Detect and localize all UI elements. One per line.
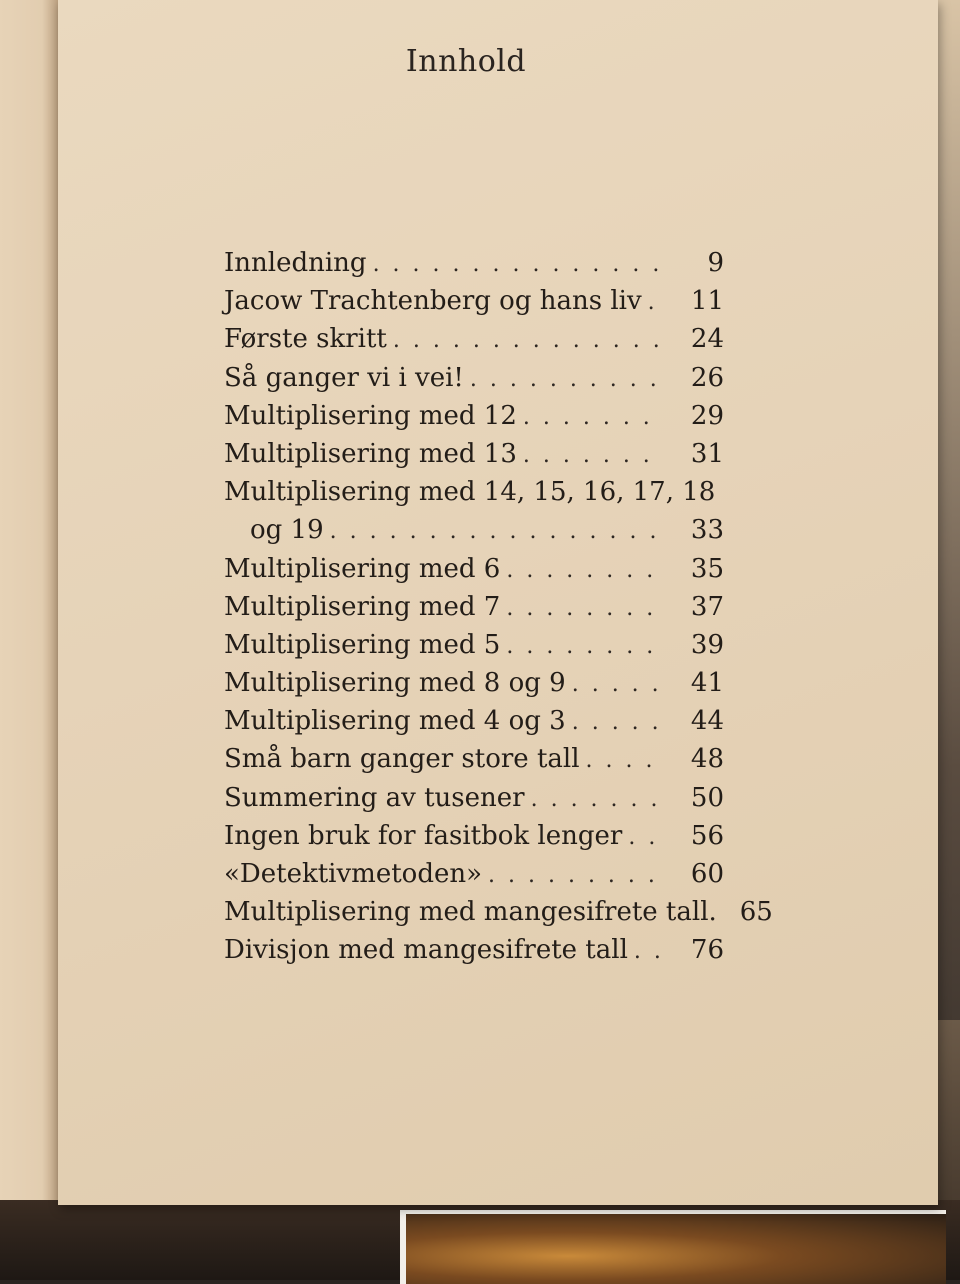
dot-leader <box>648 290 660 315</box>
toc-entry-title: Summering av tusener <box>224 782 525 813</box>
dot-leader <box>634 939 660 964</box>
dot-leader <box>393 328 660 353</box>
book-page <box>58 0 938 1205</box>
toc-page-number: 33 <box>690 515 724 546</box>
toc-page-number: 44 <box>690 706 724 737</box>
background-photo <box>400 1210 946 1284</box>
toc-page-number: 11 <box>690 286 724 317</box>
page-title: Innhold <box>405 44 527 79</box>
dot-leader <box>488 863 660 888</box>
toc-page-number: 76 <box>690 935 724 966</box>
toc-page-number: 35 <box>690 553 724 584</box>
toc-page-number: 9 <box>707 248 724 278</box>
toc-entry-title: Multiplisering med 8 og 9 <box>224 668 566 699</box>
dot-leader <box>572 710 660 735</box>
toc-entry <box>224 248 724 286</box>
toc-entry <box>224 324 724 362</box>
dot-leader <box>470 367 660 392</box>
toc-entry-continuation <box>224 515 724 553</box>
toc-entry-title: Jacow Trachtenberg og hans liv <box>224 286 642 317</box>
toc-entry <box>224 897 773 935</box>
dot-leader <box>506 634 660 659</box>
toc-entry <box>224 783 724 821</box>
toc-page-number: 24 <box>690 324 724 355</box>
toc-entry-title: Multiplisering med 6 <box>224 553 501 584</box>
toc-page-number: 56 <box>690 820 724 851</box>
dot-leader <box>373 252 660 277</box>
toc-page-number: 31 <box>690 438 724 469</box>
toc-entry-title: Multiplisering med 13 <box>224 438 517 469</box>
toc-entry-title: Multiplisering med 4 og 3 <box>224 706 566 737</box>
toc-entry <box>224 439 724 477</box>
toc-page-number: 37 <box>690 591 724 622</box>
toc-entry-title: Multiplisering med 14, 15, 16, 17, 18 <box>224 477 716 508</box>
toc-entry <box>224 935 724 973</box>
toc-entry-title: Multiplisering med 5 <box>224 629 501 660</box>
dot-leader <box>572 672 660 697</box>
toc-entry <box>224 668 724 706</box>
toc-entry <box>224 630 724 668</box>
toc-entry <box>224 859 724 897</box>
toc-entry <box>224 744 724 782</box>
toc-page-number: 50 <box>690 782 724 813</box>
toc-entry <box>224 821 724 859</box>
toc-entry-title: «Detektivmetoden» <box>224 859 483 889</box>
toc-entry-title: Små barn ganger store tall <box>224 744 580 775</box>
toc-page-number: 29 <box>690 400 724 431</box>
toc-page-number: 26 <box>690 362 724 393</box>
toc-page-number: 60 <box>690 859 724 889</box>
dot-leader <box>523 443 660 468</box>
toc-entry-title: Divisjon med mangesifrete tall <box>224 935 628 966</box>
toc-entry-title: Første skritt <box>224 324 387 355</box>
dot-leader <box>531 787 660 812</box>
toc-entry <box>224 286 724 324</box>
toc-entry-title: Innledning <box>224 248 367 278</box>
toc-entry-title: Multiplisering med 12 <box>224 400 517 431</box>
book-cover-edge <box>0 0 60 1280</box>
toc-page-number: 41 <box>690 668 724 699</box>
table-of-contents <box>224 248 773 974</box>
toc-entry <box>224 554 724 592</box>
toc-entry <box>224 363 724 401</box>
toc-page-number: 65 <box>739 897 773 928</box>
dot-leader <box>586 748 660 773</box>
toc-entry <box>224 477 724 515</box>
toc-entry <box>224 592 724 630</box>
toc-entry <box>224 401 724 439</box>
toc-entry-title: Multiplisering med 7 <box>224 591 501 622</box>
toc-entry-title: Multiplisering med mangesifrete tall. <box>224 897 717 928</box>
toc-entry-title: Ingen bruk for fasitbok lenger <box>224 820 623 851</box>
toc-entry-title: og 19 <box>250 515 324 546</box>
toc-page-number: 48 <box>690 744 724 775</box>
dot-leader <box>628 825 660 850</box>
dot-leader <box>506 596 660 621</box>
dot-leader <box>330 519 660 544</box>
toc-page-number: 39 <box>690 629 724 660</box>
toc-entry-title: Så ganger vi i vei! <box>224 362 464 393</box>
toc-entry <box>224 706 724 744</box>
dot-leader <box>523 405 660 430</box>
dot-leader <box>506 558 660 583</box>
